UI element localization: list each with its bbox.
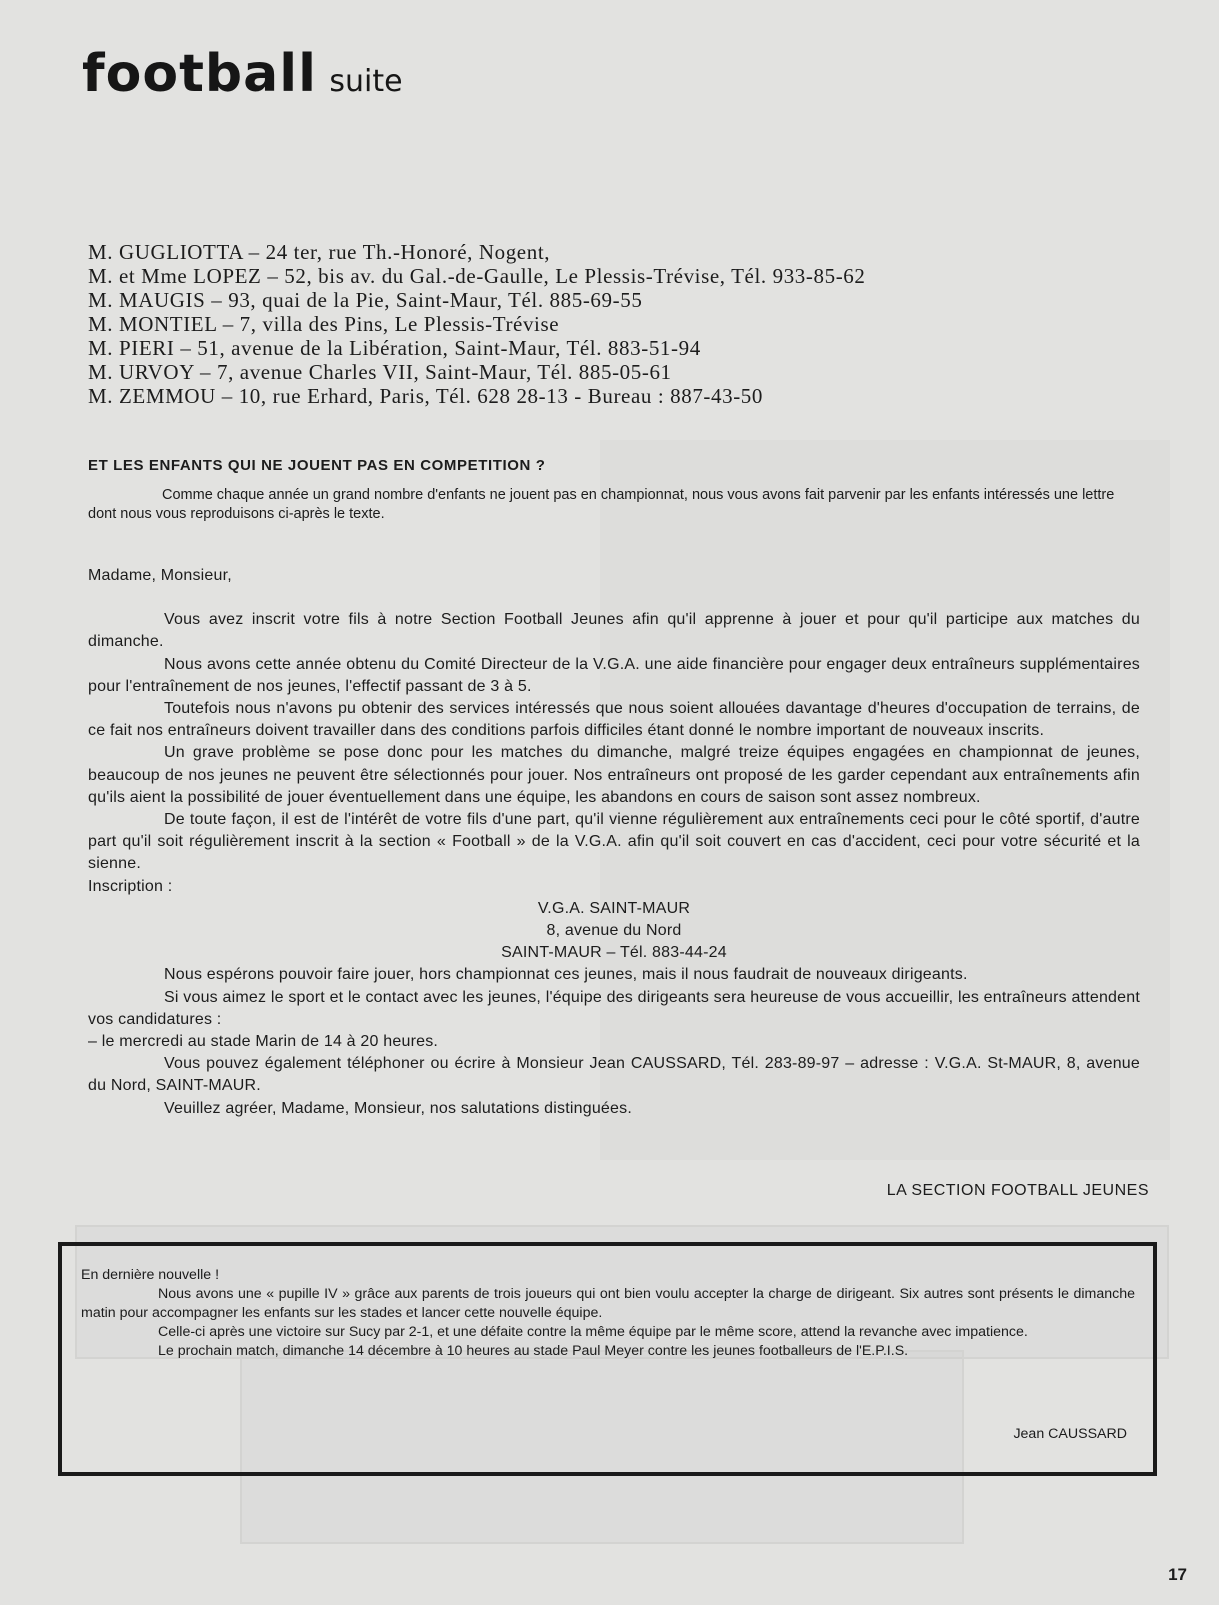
intro-text: Comme chaque année un grand nombre d'enfants ne jouent pas en championnat, nous vous avons fait parvenir par les enfants intéressés une lettre dont nous vous reproduisons ci-après le texte.	[88, 487, 1115, 522]
letter-paragraph: Un grave problème se pose donc pour les matches du dimanche, malgré treize équipes engagées en championnat de jeunes, beaucoup de nos jeunes ne peuvent être sélectionnés pour jouer. Nos entraîneurs ont proposé de les garder cependant aux entraînements afin qu'ils aient la possibilité de jouer éventuellement dans une équipe, les abandons en cours de saison sont assez nombreux.	[88, 744, 1140, 806]
news-author: Jean CAUSSARD	[1013, 1426, 1127, 1442]
section-intro	[88, 486, 1140, 524]
contact-line: M. PIERI – 51, avenue de la Libération, Saint-Maur, Tél. 883-51-94	[88, 336, 701, 360]
letter-paragraph: Toutefois nous n'avons pu obtenir des services intéressés que nous soient allouées davantage d'heures d'occupation de terrains, de ce fait nos entraîneurs doivent travailler dans des conditions parfois difficiles étant donné le nombre important de nouveaux inscrits.	[88, 700, 1140, 740]
page-title	[82, 44, 403, 104]
news-box	[58, 1242, 1157, 1476]
contact-line: M. URVOY – 7, avenue Charles VII, Saint-Maur, Tél. 885-05-61	[88, 360, 672, 384]
letter-paragraph: Veuillez agréer, Madame, Monsieur, nos salutations distinguées.	[164, 1099, 632, 1117]
news-paragraph: Celle-ci après une victoire sur Sucy par 2-1, et une défaite contre la même équipe par le même score, attend la revanche avec impatience.	[158, 1324, 1028, 1340]
letter-paragraph: Vous pouvez également téléphoner ou écrire à Monsieur Jean CAUSSARD, Tél. 283-89-97 – adresse : V.G.A. St-MAUR, 8, avenue du Nord, SAINT-MAUR.	[88, 1055, 1140, 1095]
letter-paragraph: De toute façon, il est de l'intérêt de votre fils d'une part, qu'il vienne régulièrement aux entraînements ceci pour le côté sportif, d'autre part qu'il soit régulièrement inscrit à la section « Football » de la V.G.A. afin qu'il soit couvert en cas d'accident, ceci pour votre sécurité et la sienne.	[88, 811, 1140, 873]
page-number: 17	[1168, 1565, 1187, 1584]
title-sub: suite	[329, 64, 403, 99]
inscription-label: Inscription :	[88, 877, 173, 895]
section-heading: ET LES ENFANTS QUI NE JOUENT PAS EN COMPETITION ?	[88, 457, 546, 474]
news-paragraph: Le prochain match, dimanche 14 décembre à 10 heures au stade Paul Meyer contre les jeunes footballeurs de l'E.P.I.S.	[158, 1343, 909, 1359]
contact-line: M. GUGLIOTTA – 24 ter, rue Th.-Honoré, Nogent,	[88, 240, 551, 264]
address-line: SAINT-MAUR – Tél. 883-44-24	[501, 944, 727, 962]
news-paragraph: Nous avons une « pupille IV » grâce aux parents de trois joueurs qui ont bien voulu accepter la charge de dirigeant. Six autres sont présents le dimanche matin pour accompagner les enfants sur les stades et lancer cette nouvelle équipe.	[81, 1286, 1135, 1321]
letter-body	[88, 565, 1140, 1120]
letter-signature: LA SECTION FOOTBALL JEUNES	[886, 1182, 1149, 1199]
address-line: V.G.A. SAINT-MAUR	[537, 899, 691, 917]
letter-paragraph: Nous avons cette année obtenu du Comité Directeur de la V.G.A. une aide financière pour engager deux entraîneurs supplémentaires pour l'entraînement de nos jeunes, l'effectif passant de 3 à 5.	[88, 655, 1140, 695]
contact-line: M. et Mme LOPEZ – 52, bis av. du Gal.-de-Gaulle, Le Plessis-Trévise, Tél. 933-85-62	[88, 264, 866, 288]
contact-line: M. ZEMMOU – 10, rue Erhard, Paris, Tél. 628 28-13 - Bureau : 887-43-50	[88, 384, 764, 408]
letter-paragraph: Nous espérons pouvoir faire jouer, hors championnat ces jeunes, mais il nous faudrait de nouveaux dirigeants.	[164, 966, 968, 984]
contact-list	[88, 240, 988, 408]
contact-line: M. MONTIEL – 7, villa des Pins, Le Plessis-Trévise	[88, 312, 560, 336]
address-line: 8, avenue du Nord	[546, 922, 682, 940]
news-text	[81, 1266, 1135, 1361]
letter-paragraph: Si vous aimez le sport et le contact avec les jeunes, l'équipe des dirigeants sera heureuse de vous accueillir, les entraîneurs attendent vos candidatures :	[88, 988, 1140, 1028]
letter-salutation: Madame, Monsieur,	[88, 567, 232, 584]
contact-line: M. MAUGIS – 93, quai de la Pie, Saint-Maur, Tél. 885-69-55	[88, 288, 643, 312]
schedule-line: – le mercredi au stade Marin de 14 à 20 heures.	[88, 1033, 439, 1051]
letter-paragraph: Vous avez inscrit votre fils à notre Section Football Jeunes afin qu'il apprenne à jouer et pour qu'il participe aux matches du dimanche.	[88, 611, 1140, 651]
title-main: football	[82, 44, 317, 104]
news-heading: En dernière nouvelle !	[81, 1267, 220, 1283]
